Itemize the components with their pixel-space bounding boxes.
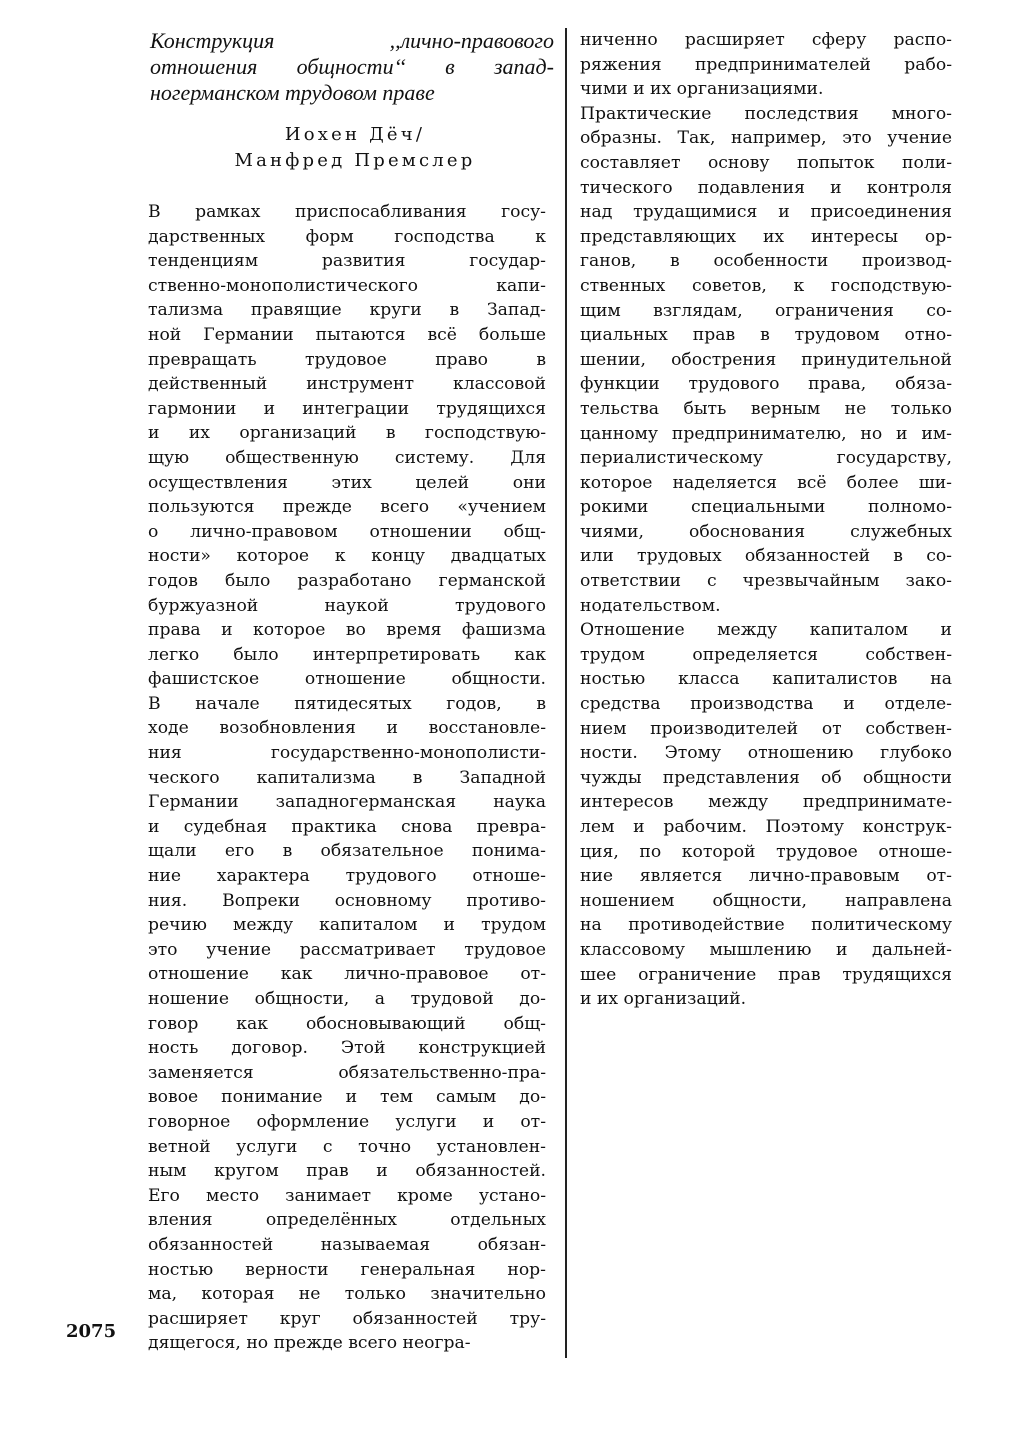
author-line: Иохен Дёч/ xyxy=(284,124,426,145)
text-line: легко было интерпретировать как xyxy=(148,644,546,665)
text-line: над трудащимися и присоединения xyxy=(580,202,952,223)
text-line: щим взглядам, ограничения со- xyxy=(580,300,952,321)
text-line: периалистическому государству, xyxy=(580,448,952,469)
text-line: вления определённых отдельных xyxy=(148,1210,546,1231)
text-line: щую общественную систему. Для xyxy=(148,447,546,468)
text-line: щали его в обязательное понима- xyxy=(148,841,546,862)
text-line: В начале пятидесятых годов, в xyxy=(148,693,546,714)
text-line: превращать трудовое право в xyxy=(148,349,546,370)
text-line: и их организаций в господствую- xyxy=(148,423,546,444)
text-line: речию между капиталом и трудом xyxy=(148,915,546,936)
text-line: ганов, в особенности производ- xyxy=(580,251,952,272)
text-line: ния государственно-монополисти- xyxy=(148,743,546,764)
text-line: годов было разработано германской xyxy=(148,570,546,591)
text-line: тализма правящие круги в Запад- xyxy=(148,300,546,321)
text-line: права и которое во время фашизма xyxy=(148,620,546,641)
text-line: ма, которая не только значительно xyxy=(148,1284,546,1305)
text-line: ниченно расширяет сферу распо- xyxy=(580,30,952,50)
text-line: тенденциям развития государ- xyxy=(148,251,546,272)
text-line: и судебная практика снова превра- xyxy=(148,816,546,837)
text-line: буржуазной наукой трудового xyxy=(148,595,546,616)
text-line: ние характера трудового отноше- xyxy=(148,866,546,887)
text-line: лем и рабочим. Поэтому конструк- xyxy=(580,817,952,837)
text-line: Практические последствия много- xyxy=(580,103,952,124)
text-line: интересов между предпринимате- xyxy=(580,792,952,813)
text-line: ответствии с чрезвычайным зако- xyxy=(580,571,952,592)
text-line: гармонии и интеграции трудящихся xyxy=(148,398,546,419)
text-line: ношение общности, а трудовой до- xyxy=(148,989,546,1009)
text-line: шении, обострения принудительной xyxy=(580,349,952,370)
author-line: Манфред Премслер xyxy=(234,150,476,171)
text-line: классовому мышлению и дальней- xyxy=(580,939,952,960)
article-authors xyxy=(160,122,550,174)
text-line: ряжения предпринимателей рабо- xyxy=(580,54,952,75)
text-line: В рамках приспосабливания госу- xyxy=(148,202,546,222)
text-line: дящегося, но прежде всего неогра- xyxy=(148,1333,471,1354)
text-line: циальных прав в трудовом отно- xyxy=(580,325,952,346)
article-title xyxy=(150,28,554,106)
text-line: обязанностей называемая обязан- xyxy=(148,1234,546,1255)
right-column-text xyxy=(580,28,952,1012)
article-title-line: отношения общности‘‘ в запад- xyxy=(150,54,554,79)
text-line: ходе возобновления и восстановле- xyxy=(148,718,546,739)
text-line: ция, по которой трудовое отноше- xyxy=(580,841,952,862)
text-line: говорное оформление услуги и от- xyxy=(148,1111,546,1132)
article-title-line: Конструкция ,,лично-правового xyxy=(150,28,554,53)
text-line: образны. Так, например, это учение xyxy=(580,128,952,149)
text-line: отношение как лично-правовое от- xyxy=(148,964,546,985)
text-line: говор как обосновывающий общ- xyxy=(148,1013,546,1034)
text-line: ветной услуги с точно установлен- xyxy=(148,1136,546,1157)
text-line: пользуются прежде всего «учением xyxy=(148,497,546,518)
text-line: ческого капитализма в Западной xyxy=(148,767,546,788)
text-line: ной Германии пытаются всё больше xyxy=(148,324,546,345)
text-line: это учение рассматривает трудовое xyxy=(148,939,546,960)
text-line: ние является лично-правовым от- xyxy=(580,866,952,887)
text-line: нием производителей от собствен- xyxy=(580,718,952,739)
text-line: ности» которое к концу двадцатых xyxy=(148,546,546,567)
text-line: действенный инструмент классовой xyxy=(148,374,546,395)
text-line: ния. Вопреки основному противо- xyxy=(148,890,546,911)
text-line: или трудовых обязанностей в со- xyxy=(580,546,952,567)
text-line: цанному предпринимателю, но и им- xyxy=(580,423,952,444)
text-line: о лично-правовом отношении общ- xyxy=(148,521,546,542)
text-line: дарственных форм господства к xyxy=(148,226,546,247)
text-line: ным кругом прав и обязанностей. xyxy=(148,1161,546,1182)
text-line: представляющих их интересы ор- xyxy=(580,226,952,247)
text-line: чими и их организациями. xyxy=(580,79,824,100)
text-line: Его место занимает кроме устано- xyxy=(148,1185,546,1206)
text-line: ность договор. Этой конструкцией xyxy=(148,1038,546,1059)
text-line: ностью класса капиталистов на xyxy=(580,669,952,690)
text-line: ношением общности, направлена xyxy=(580,890,952,911)
text-line: расширяет круг обязанностей тру- xyxy=(148,1308,546,1329)
text-line: чиями, обоснования служебных xyxy=(580,521,952,542)
left-column-text xyxy=(148,200,546,1356)
column-divider xyxy=(565,28,567,1358)
text-line: нодательством. xyxy=(580,595,721,616)
text-line: ственно-монополистического капи- xyxy=(148,275,546,296)
text-line: составляет основу попыток поли- xyxy=(580,152,952,173)
text-line: осуществления этих целей они xyxy=(148,472,546,493)
text-line: Германии западногерманская наука xyxy=(148,792,546,813)
page-number: 2075 xyxy=(66,1321,117,1342)
text-line: Отношение между капиталом и xyxy=(580,620,952,641)
text-line: чужды представления об общности xyxy=(580,767,952,788)
text-line: и их организаций. xyxy=(580,989,747,1010)
text-line: трудом определяется собствен- xyxy=(580,644,952,665)
text-line: ности. Этому отношению глубоко xyxy=(580,743,952,764)
text-line: функции трудового права, обяза- xyxy=(580,374,952,395)
text-line: фашистское отношение общности. xyxy=(148,669,546,690)
text-line: на противодействие политическому xyxy=(580,915,952,936)
text-line: тельства быть верным не только xyxy=(580,398,952,419)
text-line: ственных советов, к господствую- xyxy=(580,275,952,296)
text-line: вовое понимание и тем самым до- xyxy=(148,1087,546,1108)
text-line: заменяется обязательственно-пра- xyxy=(148,1062,546,1083)
text-line: шее ограничение прав трудящихся xyxy=(580,964,952,985)
text-line: тического подавления и контроля xyxy=(580,177,952,198)
text-line: ностью верности генеральная нор- xyxy=(148,1259,546,1280)
text-line: которое наделяется всё более ши- xyxy=(580,472,952,493)
text-line: средства производства и отделе- xyxy=(580,694,952,715)
article-title-line: ногерманском трудовом праве xyxy=(150,80,435,105)
text-line: рокими специальными полномо- xyxy=(580,497,952,518)
